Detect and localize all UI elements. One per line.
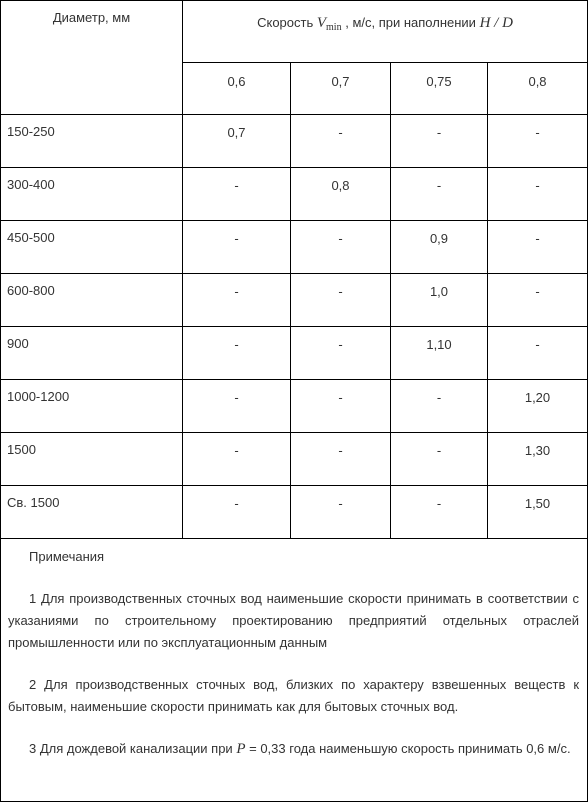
speed-var-subscript: min (326, 22, 342, 33)
diameter-cell: 1500 (1, 433, 183, 486)
value-cell: - (391, 115, 488, 168)
value-cell: 0,8 (291, 168, 391, 221)
fill-level: 0,8 (488, 63, 588, 115)
table-row (1, 168, 588, 221)
table-row (1, 221, 588, 274)
value-cell: - (291, 274, 391, 327)
value-cell: - (291, 221, 391, 274)
notes-title: Примечания (29, 549, 105, 564)
speed-header (183, 1, 588, 63)
note-2: 2 Для производственных сточных вод, близких по характеру взвешенных веществ к бытовым, наименьшие скорости принимать как для бытовых сточных вод. (8, 677, 580, 714)
value-cell: - (488, 115, 588, 168)
value-cell: - (488, 168, 588, 221)
diameter-cell: 150-250 (1, 115, 183, 168)
value-cell: - (183, 327, 291, 380)
value-cell: 1,30 (488, 433, 588, 486)
table-row (1, 380, 588, 433)
diameter-cell: Св. 1500 (1, 486, 183, 539)
value-cell: - (391, 380, 488, 433)
diameter-cell: 600-800 (1, 274, 183, 327)
note-3: 3 Для дождевой канализации при P = 0,33 года наименьшую скорость принимать 0,6 м/с. (29, 741, 571, 757)
speed-header-prefix: Скорость (257, 15, 314, 30)
fill-ratio: H / D (479, 15, 513, 31)
notes-row (1, 539, 588, 802)
fill-level: 0,6 (183, 63, 291, 115)
table-row (1, 486, 588, 539)
value-cell: - (291, 433, 391, 486)
table-row (1, 433, 588, 486)
fill-level: 0,75 (391, 63, 488, 115)
probability-var: P (236, 741, 246, 757)
value-cell: - (291, 115, 391, 168)
diameter-cell: 450-500 (1, 221, 183, 274)
value-cell: - (183, 274, 291, 327)
value-cell: 1,10 (391, 327, 488, 380)
value-cell: 1,0 (391, 274, 488, 327)
value-cell: - (488, 221, 588, 274)
value-cell: - (488, 274, 588, 327)
value-cell: - (183, 433, 291, 486)
header-row (1, 1, 588, 63)
value-cell: - (291, 380, 391, 433)
table-row (1, 115, 588, 168)
value-cell: 0,7 (183, 115, 291, 168)
diameter-cell: 1000-1200 (1, 380, 183, 433)
value-cell: - (183, 221, 291, 274)
value-cell: 1,50 (488, 486, 588, 539)
speed-var: V (316, 15, 327, 31)
value-cell: - (291, 327, 391, 380)
note-1: 1 Для производственных сточных вод наименьшие скорости принимать в соответствии с указаниями по строительному проектированию предприятий отдельных отраслей промышленности или по эксплуатационным данным (8, 591, 580, 650)
diameter-cell: 300-400 (1, 168, 183, 221)
value-cell: - (391, 486, 488, 539)
value-cell: - (183, 380, 291, 433)
value-cell: 0,9 (391, 221, 488, 274)
diameter-cell: 900 (1, 327, 183, 380)
notes-section (1, 539, 588, 802)
value-cell: - (488, 327, 588, 380)
value-cell: - (391, 433, 488, 486)
speed-header-middle: , м/с, при наполнении (345, 15, 476, 30)
value-cell: - (183, 168, 291, 221)
table-row (1, 274, 588, 327)
fill-level: 0,7 (291, 63, 391, 115)
value-cell: - (291, 486, 391, 539)
value-cell: - (183, 486, 291, 539)
value-cell: 1,20 (488, 380, 588, 433)
value-cell: - (391, 168, 488, 221)
diameter-header: Диаметр, мм (1, 1, 183, 115)
table-row (1, 327, 588, 380)
